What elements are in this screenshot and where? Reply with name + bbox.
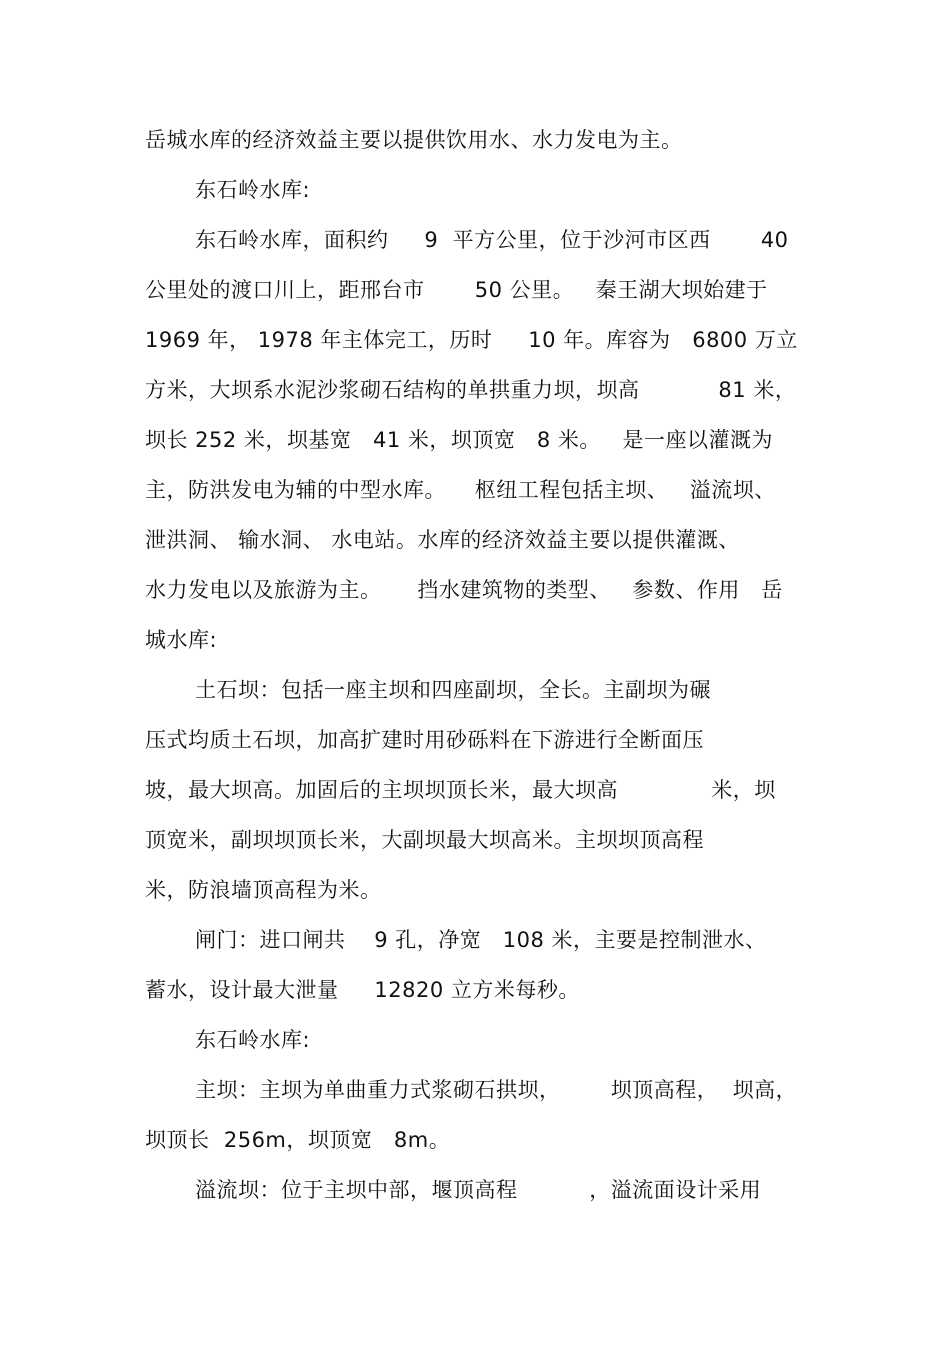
text-line-7: 坝长 252 米，坝基宽 41 米，坝顶宽 8 米。 是一座以灌溉为 bbox=[145, 428, 773, 452]
text-line-5: 1969 年， 1978 年主体完工，历时 10 年。库容为 6800 万立 bbox=[145, 328, 798, 352]
text-line-22: 溢流坝：位于主坝中部，堰顶高程 ，溢流面设计采用 bbox=[195, 1178, 762, 1202]
text-line-17: 闸门：进口闸共 9 孔，净宽 108 米，主要是控制泄水、 bbox=[195, 928, 767, 952]
text-line-15: 顶宽米，副坝坝顶长米，大副坝最大坝高米。主坝坝顶高程 bbox=[145, 828, 704, 852]
text-line-3: 东石岭水库，面积约 9 平方公里，位于沙河市区西 40 bbox=[195, 228, 789, 252]
text-line-20: 主坝：主坝为单曲重力式浆砌石拱坝， 坝顶高程， 坝高， bbox=[195, 1078, 798, 1102]
text-line-6: 方米，大坝系水泥沙浆砌石结构的单拱重力坝，坝高 81 米， bbox=[145, 378, 797, 402]
section-heading-dongshiling: 东石岭水库: bbox=[195, 178, 311, 202]
text-line-1: 岳城水库的经济效益主要以提供饮用水、水力发电为主。 bbox=[145, 128, 683, 152]
text-line-13: 压式均质土石坝，加高扩建时用砂砾料在下游进行全断面压 bbox=[145, 728, 704, 752]
text-line-9: 泄洪洞、 输水洞、 水电站。水库的经济效益主要以提供灌溉、 bbox=[145, 528, 740, 552]
text-line-8: 主，防洪发电为辅的中型水库。 枢纽工程包括主坝、 溢流坝、 bbox=[145, 478, 776, 502]
section-heading-dongshiling-2: 东石岭水库: bbox=[195, 1028, 311, 1052]
text-line-4: 公里处的渡口川上，距邢台市 50 公里。 秦王湖大坝始建于 bbox=[145, 278, 768, 302]
text-line-12: 土石坝：包括一座主坝和四座副坝，全长。主副坝为碾 bbox=[195, 678, 711, 702]
text-line-10: 水力发电以及旅游为主。 挡水建筑物的类型、 参数、作用 岳 bbox=[145, 578, 783, 602]
text-line-21: 坝顶长 256m，坝顶宽 8m。 bbox=[145, 1128, 451, 1152]
text-line-16: 米，防浪墙顶高程为米。 bbox=[145, 878, 382, 902]
text-line-18: 蓄水，设计最大泄量 12820 立方米每秒。 bbox=[145, 978, 580, 1002]
text-line-14: 坡，最大坝高。加固后的主坝坝顶长米，最大坝高 米，坝 bbox=[145, 778, 776, 802]
text-line-11: 城水库: bbox=[145, 628, 218, 652]
